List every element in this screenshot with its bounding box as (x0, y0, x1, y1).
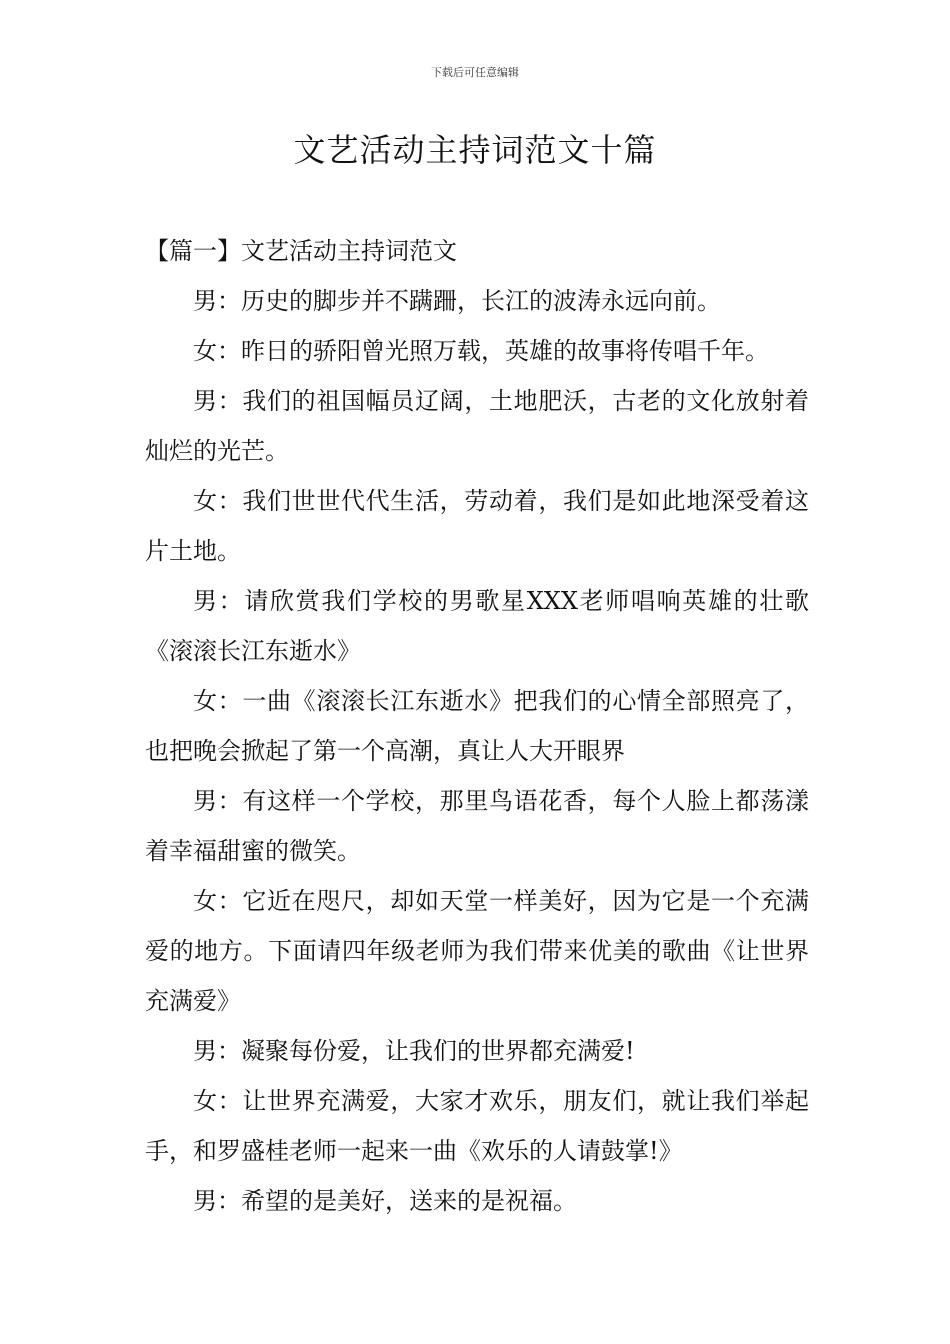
document-title: 文艺活动主持词范文十篇 (293, 131, 657, 169)
dialogue-paragraph: 男：希望的是美好，送来的是祝福。 (193, 1187, 577, 1215)
dialogue-paragraph: 男：有这样一个学校，那里鸟语花香，每个人脸上都荡漾着幸福甜蜜的微笑。 (145, 787, 809, 865)
dialogue-paragraph: 女：一曲《滚滚长江东逝水》把我们的心情全部照亮了，也把晚会掀起了第一个高潮，真让人大开眼界 (145, 687, 809, 765)
document-body (145, 226, 809, 1226)
dialogue-paragraph: 女：让世界充满爱，大家才欢乐，朋友们，就让我们举起手，和罗盛桂老师一起来一曲《欢乐的人请鼓掌!》 (145, 1087, 809, 1165)
dialogue-paragraph: 女：我们世世代代生活，劳动着，我们是如此地深受着这片土地。 (145, 487, 809, 565)
dialogue-paragraph: 男：请欣赏我们学校的男歌星XXX老师唱响英雄的壮歌《滚滚长江东逝水》 (145, 587, 809, 665)
dialogue-paragraph: 男：历史的脚步并不蹒跚，长江的波涛永远向前。 (193, 287, 721, 315)
section-heading: 【篇一】文艺活动主持词范文 (145, 237, 457, 265)
dialogue-paragraph: 男：我们的祖国幅员辽阔，土地肥沃，古老的文化放射着灿烂的光芒。 (145, 387, 809, 465)
dialogue-paragraph: 男：凝聚每份爱，让我们的世界都充满爱! (193, 1037, 635, 1065)
header-note: 下载后可任意编辑 (431, 66, 519, 79)
dialogue-paragraph: 女：它近在咫尺，却如天堂一样美好，因为它是一个充满爱的地方。下面请四年级老师为我们带来优美的歌曲《让世界充满爱》 (145, 887, 809, 1015)
dialogue-paragraph: 女：昨日的骄阳曾光照万载，英雄的故事将传唱千年。 (193, 337, 769, 365)
